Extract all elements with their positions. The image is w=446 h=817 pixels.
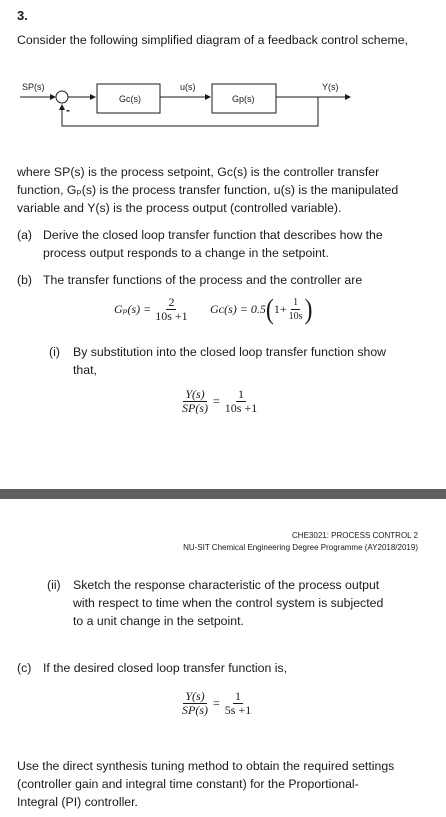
eq1-equals: = (213, 394, 220, 408)
part-b-label: (b) (17, 273, 33, 287)
part-b-ii-line-3: to a unit change in the setpoint. (73, 614, 244, 628)
gp-lhs: Gₚ(s) = (114, 302, 152, 316)
cltf-equation-1 (180, 388, 259, 415)
u-label: u(s) (180, 82, 196, 92)
part-a-line-2: process output responds to a change in the setpoint. (43, 246, 329, 260)
page-header-line-2: NU-SIT Chemical Engineering Degree Programme (AY2018/2019) (183, 543, 418, 552)
eq2-lhs-fraction (180, 690, 210, 717)
part-b-line-1: The transfer functions of the process and the controller are (43, 273, 363, 287)
gp-denominator: 10s +1 (155, 309, 188, 323)
gc-equation (210, 293, 313, 326)
part-a-line-1: Derive the closed loop transfer function that describes how the (43, 228, 383, 242)
closing-line-1: Use the direct synthesis tuning method to obtain the required settings (17, 759, 395, 773)
closing-line-2: (controller gain and integral time constant) for the Proportional- (17, 777, 359, 791)
part-b-ii-line-2: with respect to time when the control system is subjected (73, 596, 384, 610)
part-a-label: (a) (17, 228, 33, 242)
where-line-1: where SP(s) is the process setpoint, Gᴄ(s) is the controller transfer (17, 165, 380, 179)
where-line-3: variable and Y(s) is the process output (controlled variable). (17, 201, 342, 215)
closing-line-3: Integral (PI) controller. (17, 795, 138, 809)
gp-equation (114, 296, 190, 323)
gc-inner-numerator: 1 (293, 297, 299, 308)
gc-inner-fraction (287, 296, 305, 323)
part-b-i-line-2: that, (73, 363, 97, 377)
eq1-lhs-denominator: SP(s) (182, 401, 208, 415)
eq2-lhs-numerator: Y(s) (185, 689, 205, 703)
eq1-rhs-numerator: 1 (238, 387, 244, 401)
eq2-rhs-denominator: 5s +1 (224, 703, 252, 717)
part-c-line-1: If the desired closed loop transfer function is, (43, 661, 288, 675)
part-b-ii-line-1: Sketch the response characteristic of the process output (73, 578, 380, 592)
part-c-label: (c) (17, 661, 32, 675)
right-paren: ) (304, 293, 313, 326)
gp-label: Gp(s) (232, 94, 255, 104)
part-b-i-line-1: By substitution into the closed loop transfer function show (73, 345, 387, 359)
part-b-i-label: (i) (49, 345, 60, 359)
eq1-lhs-fraction (180, 388, 210, 415)
feedback-line (62, 97, 318, 126)
eq2-rhs-fraction (223, 690, 253, 717)
left-paren: ( (265, 293, 274, 326)
gc-label: Gc(s) (119, 94, 141, 104)
y-label: Y(s) (322, 82, 339, 92)
gc-inner-denominator: 10s (288, 311, 303, 322)
minus-sign: - (66, 103, 70, 117)
where-paragraph (17, 163, 437, 217)
gp-fraction (153, 296, 189, 323)
question-number: 3. (17, 8, 28, 23)
eq2-equals: = (213, 696, 220, 710)
cltf-equation-2 (180, 690, 253, 717)
where-line-2: function, Gₚ(s) is the process transfer function, u(s) is the manipulated (17, 183, 399, 197)
page-header-line-1: CHE3021: PROCESS CONTROL 2 (292, 531, 418, 540)
part-a-text (43, 226, 433, 262)
closing-paragraph (17, 757, 437, 811)
eq1-rhs-fraction (223, 388, 259, 415)
eq2-lhs-denominator: SP(s) (182, 703, 208, 717)
gc-inner-one: 1+ (273, 302, 287, 316)
eq1-rhs-denominator: 10s +1 (224, 401, 258, 415)
block-diagram (0, 76, 446, 136)
gp-numerator: 2 (168, 295, 175, 309)
page-break-divider (0, 489, 446, 499)
part-b-i-text (73, 343, 433, 379)
gc-lhs: Gᴄ(s) = 0.5 (210, 302, 266, 316)
eq1-lhs-numerator: Y(s) (185, 387, 205, 401)
intro-text: Consider the following simplified diagram of a feedback control scheme, (17, 33, 408, 47)
eq2-rhs-numerator: 1 (235, 689, 241, 703)
part-b-ii-text (73, 576, 433, 630)
sp-label: SP(s) (22, 82, 45, 92)
summing-junction (56, 91, 68, 103)
part-b-ii-label: (ii) (47, 578, 61, 592)
